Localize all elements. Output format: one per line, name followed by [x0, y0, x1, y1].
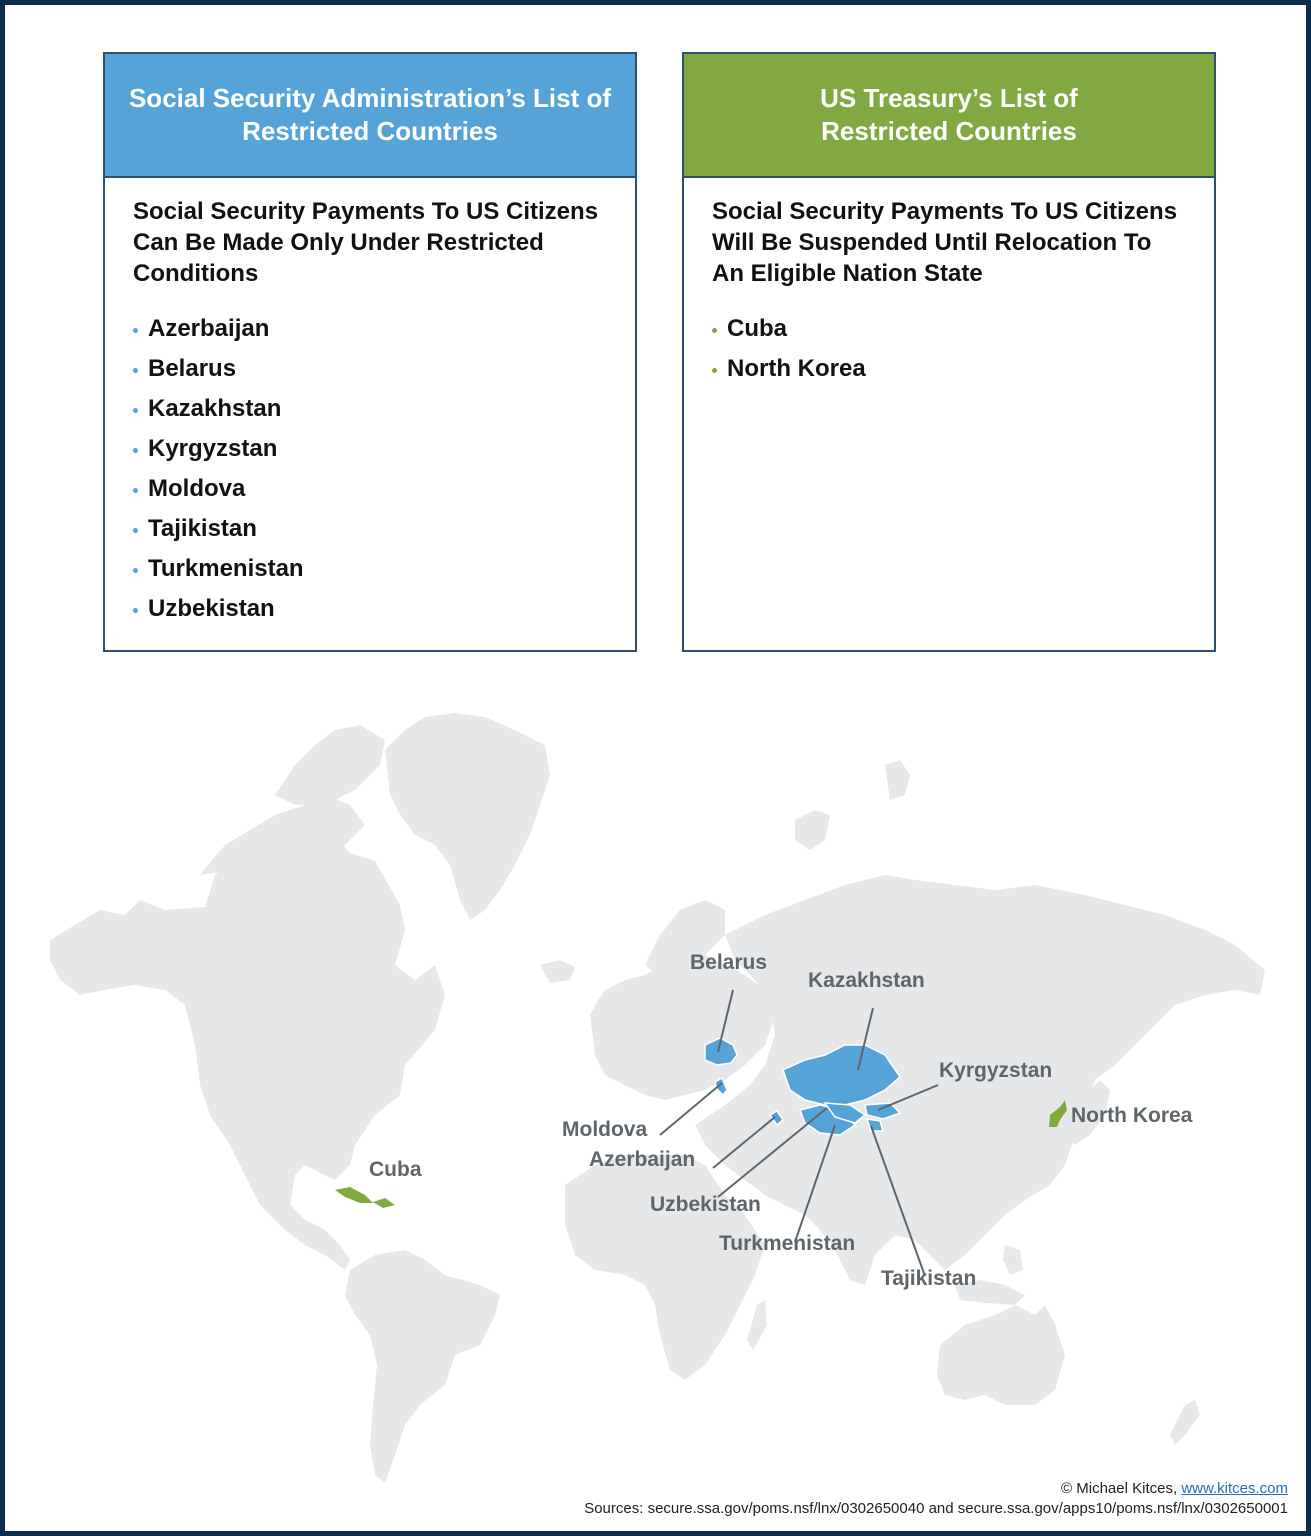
list-item: Kyrgyzstan [133, 429, 607, 469]
map-label-moldova: Moldova [562, 1118, 648, 1141]
list-item: Turkmenistan [133, 549, 607, 589]
treasury-restricted-card [682, 52, 1216, 652]
bullet-icon [133, 488, 138, 493]
ssa-country-list [133, 309, 607, 629]
map-label-north-korea: North Korea [1071, 1104, 1193, 1127]
list-item: Cuba [712, 309, 1186, 349]
map-label-azerbaijan: Azerbaijan [589, 1148, 696, 1171]
list-item: Azerbaijan [133, 309, 607, 349]
map-label-tajikistan: Tajikistan [881, 1267, 977, 1290]
map-label-turkmenistan: Turkmenistan [719, 1232, 856, 1255]
land-masses [50, 713, 1265, 1483]
list-item: Uzbekistan [133, 589, 607, 629]
ssa-restricted-card [103, 52, 637, 652]
map-label-kyrgyzstan: Kyrgyzstan [939, 1059, 1053, 1082]
treasury-country-list [712, 309, 1186, 389]
world-map-graphic [5, 695, 1311, 1485]
bullet-icon [133, 528, 138, 533]
bullet-icon [133, 448, 138, 453]
bullet-icon [133, 328, 138, 333]
list-item: Kazakhstan [133, 389, 607, 429]
kitces-link[interactable]: www.kitces.com [1181, 1480, 1288, 1497]
hispaniola-shape [373, 1198, 395, 1208]
sources-line: Sources: secure.ssa.gov/poms.nsf/lnx/0302650040 and secure.ssa.gov/apps10/poms.nsf/lnx/0302650001 [584, 1500, 1288, 1517]
world-map [5, 695, 1311, 1485]
treasury-card-subtitle: Social Security Payments To US Citizens Will Be Suspended Until Relocation To An Eligible Nation State [712, 198, 1178, 287]
ssa-card-subtitle: Social Security Payments To US Citizens Can Be Made Only Under Restricted Conditions [133, 198, 599, 287]
list-item: Moldova [133, 469, 607, 509]
map-label-cuba: Cuba [369, 1158, 422, 1181]
footer-credits [584, 1479, 1288, 1519]
map-label-kazakhstan: Kazakhstan [808, 969, 925, 992]
ssa-card-title: Social Security Administration’s List of Restricted Countries [105, 54, 635, 178]
bullet-icon [712, 328, 717, 333]
bullet-icon [133, 568, 138, 573]
list-item: Belarus [133, 349, 607, 389]
list-item: Tajikistan [133, 509, 607, 549]
bullet-icon [133, 608, 138, 613]
list-item: North Korea [712, 349, 1186, 389]
map-label-uzbekistan: Uzbekistan [650, 1193, 761, 1216]
treasury-card-title: US Treasury’s List of Restricted Countries [684, 54, 1214, 178]
map-label-belarus: Belarus [690, 951, 768, 974]
copyright-line: © Michael Kitces, www.kitces.com [1061, 1480, 1288, 1497]
bullet-icon [133, 368, 138, 373]
bullet-icon [712, 368, 717, 373]
bullet-icon [133, 408, 138, 413]
cuba-shape [335, 1187, 373, 1203]
